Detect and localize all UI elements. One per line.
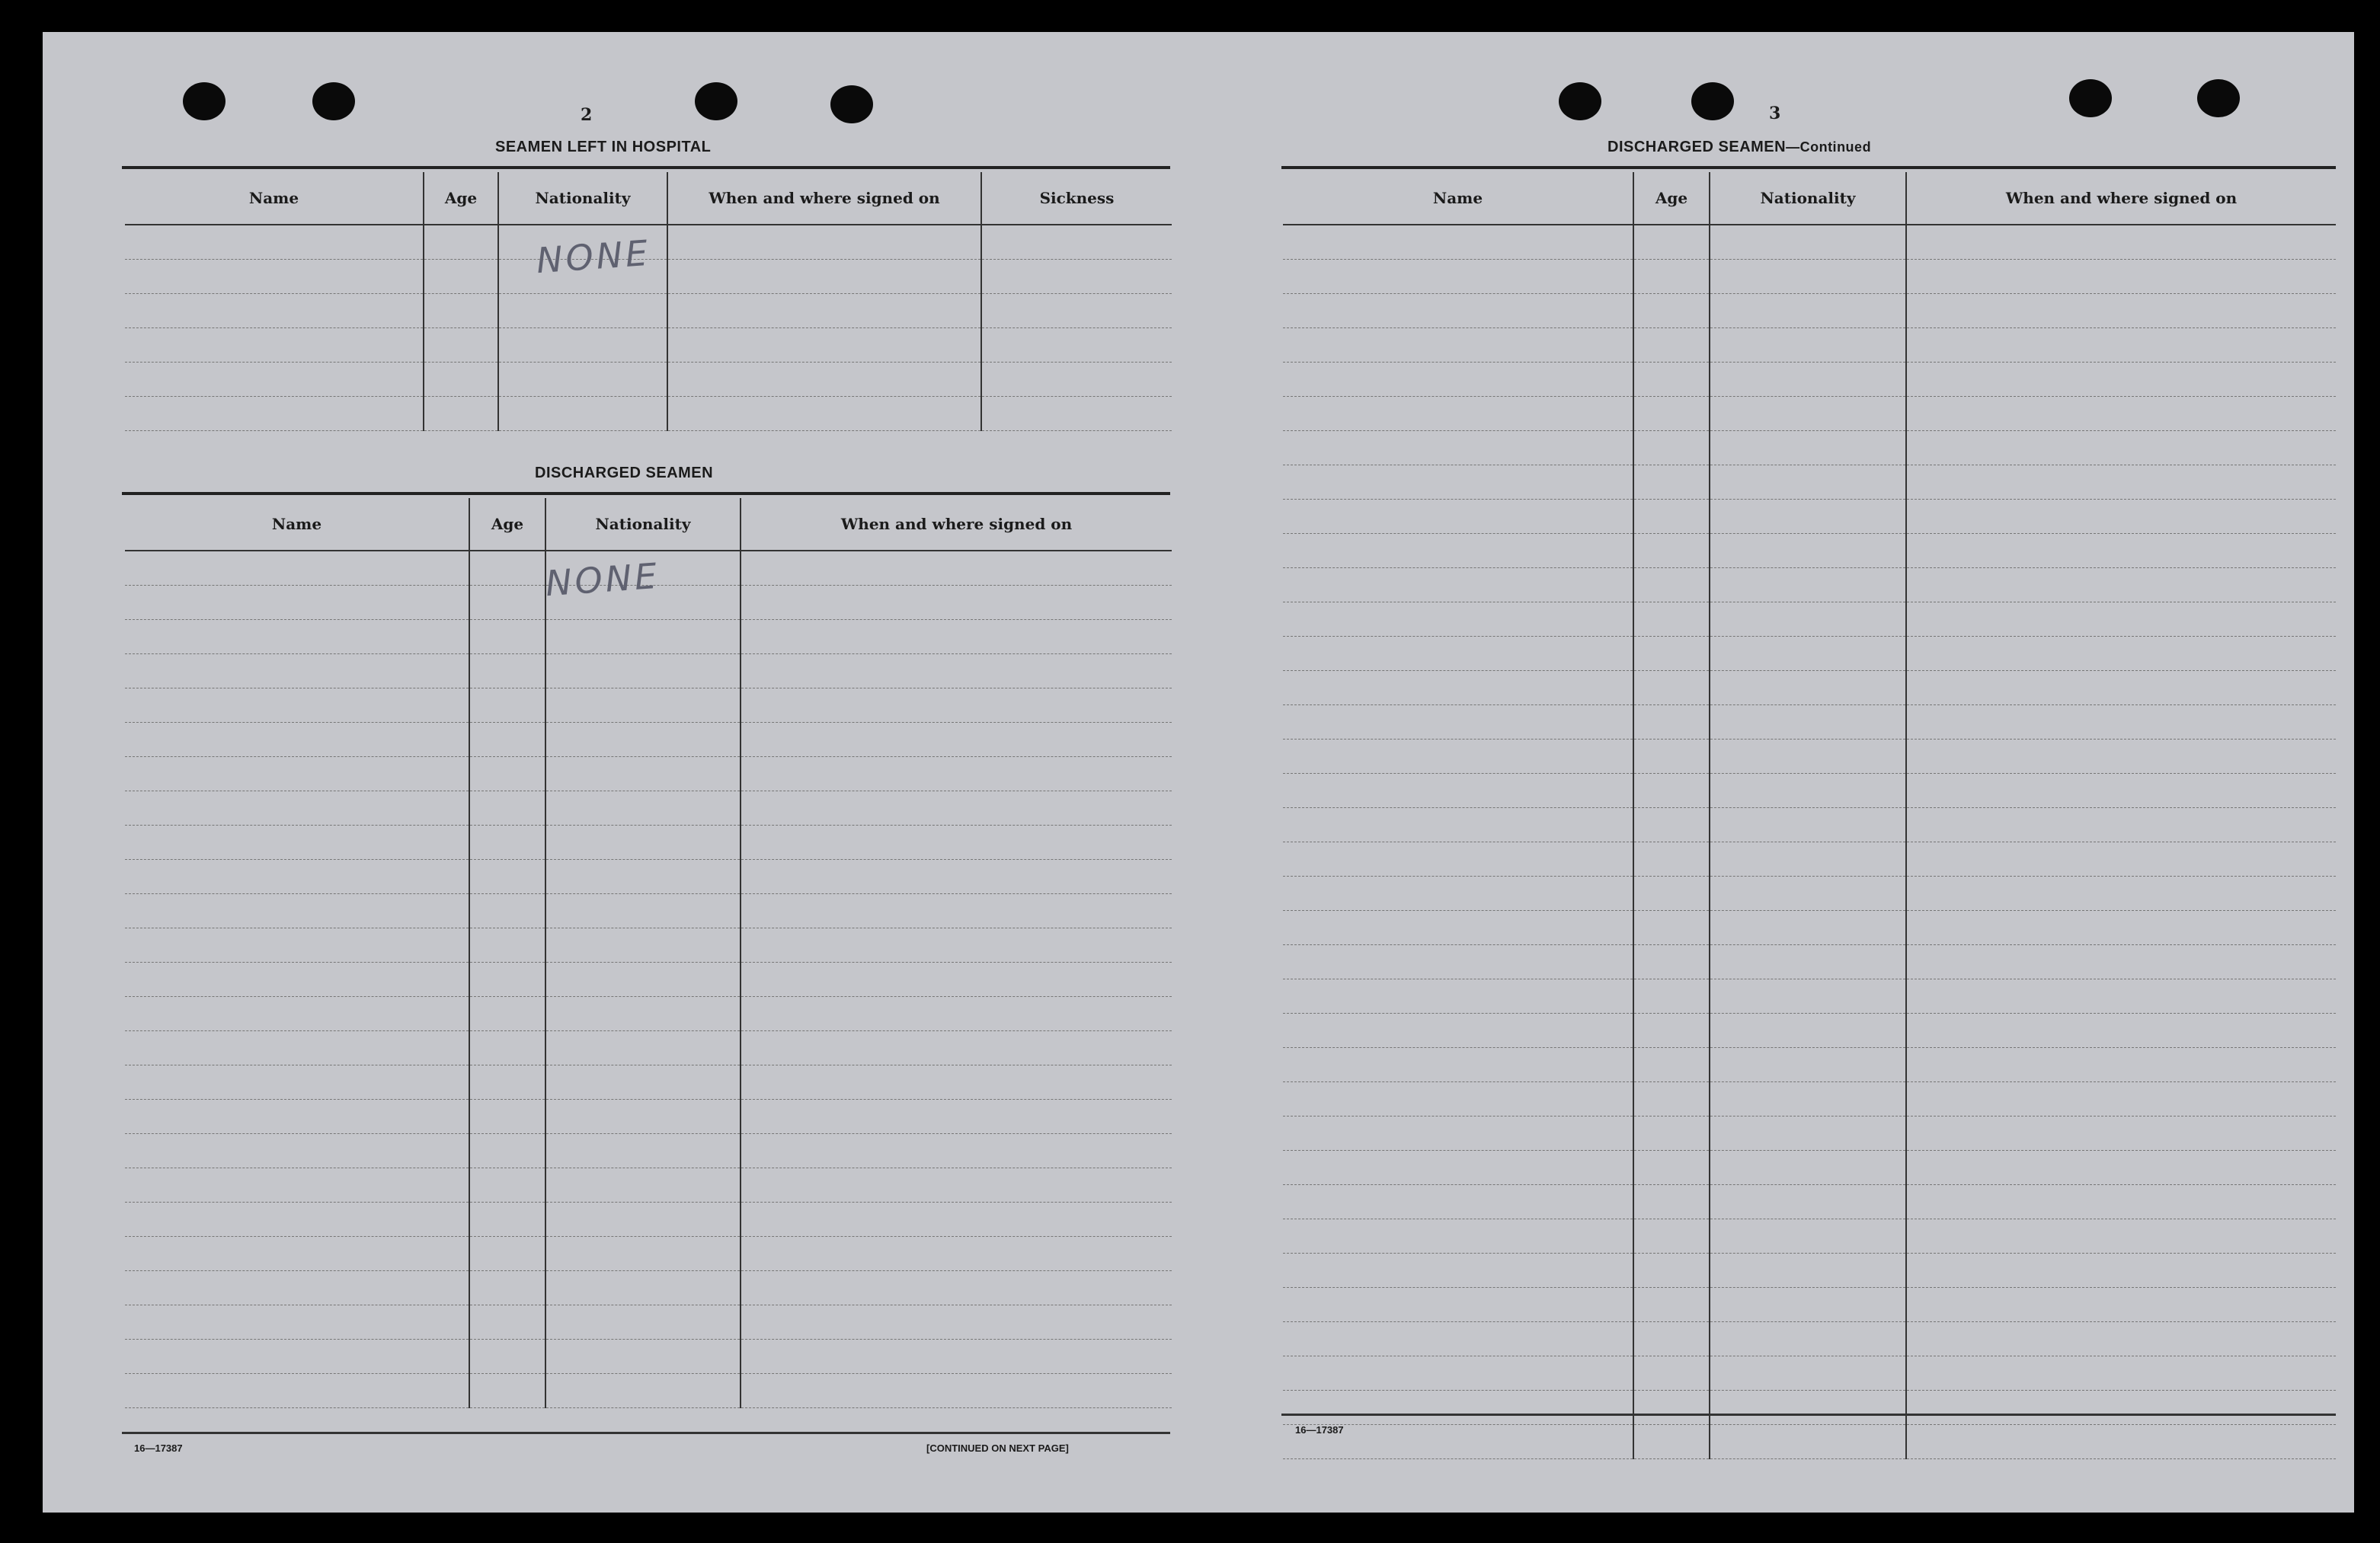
right-page [1201,32,2354,1513]
table-row [1283,294,2336,328]
heading-text: DISCHARGED SEAMEN [1607,139,1787,155]
table-row [1283,774,2336,808]
table-row [1283,808,2336,842]
column-header-name: Name [125,498,469,551]
table-row [125,1168,1172,1203]
discharged-top-rule [122,492,1170,495]
table-row [1283,705,2336,740]
right-top-rule [1281,166,2336,169]
column-header-nationality: Nationality [545,498,741,551]
discharged-continued-heading [1607,139,1871,156]
column-header-signed-on: When and where signed on [741,498,1172,551]
table-row [125,894,1172,928]
column-header-name: Name [125,172,424,225]
table-row [1283,1391,2336,1425]
table-row [1283,740,2336,774]
handwritten-entry: NONE [535,232,652,282]
column-header-nationality: Nationality [1710,172,1906,225]
table-row [125,723,1172,757]
table-row [125,1374,1172,1408]
table-row [125,620,1172,654]
hospital-heading: SEAMEN LEFT IN HOSPITAL [495,139,712,155]
table-row [125,1065,1172,1100]
table-row [1283,1048,2336,1082]
table-row [1283,1185,2336,1219]
left-page [43,32,1185,1513]
table-row [125,928,1172,963]
header-row [1283,172,2336,225]
table-row [125,1100,1172,1134]
table-row [1283,911,2336,945]
column-header-age: Age [424,172,498,225]
table-row [1283,431,2336,465]
table-row [1283,397,2336,431]
table-row [125,1237,1172,1271]
heading-suffix: —Continued [1786,139,1872,155]
table-row [1283,500,2336,534]
table-row [1283,945,2336,979]
table-row [125,1340,1172,1374]
table-row [125,294,1172,328]
page-number: 2 [581,105,593,125]
table-row [125,1271,1172,1305]
table-row [125,963,1172,997]
hospital-table [125,172,1172,431]
table-row [1283,534,2336,568]
table-row [1283,465,2336,500]
table-row [1283,1322,2336,1356]
table-row [1283,260,2336,294]
discharged-continued-table [1283,172,2336,1459]
hospital-top-rule [122,166,1170,169]
table-row [125,791,1172,826]
table-row [1283,637,2336,671]
table-row [1283,568,2336,602]
table-row [125,1305,1172,1340]
discharged-heading: DISCHARGED SEAMEN [535,465,714,481]
table-row [125,757,1172,791]
column-header-sickness: Sickness [981,172,1172,225]
table-row [1283,1117,2336,1151]
column-header-name: Name [1283,172,1633,225]
table-row [1283,1082,2336,1117]
header-row [125,172,1172,225]
form-sheet [43,32,2354,1513]
table-row [125,860,1172,894]
table-row [125,688,1172,723]
table-row [1283,225,2336,260]
column-header-signed-on: When and where signed on [1906,172,2336,225]
table-row [1283,1356,2336,1391]
table-row [125,997,1172,1031]
column-header-age: Age [1633,172,1710,225]
column-header-nationality: Nationality [498,172,667,225]
table-row [1283,1425,2336,1459]
table-row [1283,1151,2336,1185]
table-row [1283,842,2336,877]
bottom-rule [1281,1414,2336,1416]
table-row [125,826,1172,860]
discharged-table [125,498,1172,1408]
table-row [1283,1014,2336,1048]
table-row [1283,1219,2336,1254]
form-number: 16—17387 [134,1442,183,1454]
form-number: 16—17387 [1295,1424,1344,1436]
table-row [125,1031,1172,1065]
table-row [125,363,1172,397]
bottom-rule [122,1432,1170,1434]
table-row [1283,979,2336,1014]
table-row [1283,1288,2336,1322]
table-row [1283,328,2336,363]
page-number: 3 [1769,104,1781,123]
table-row [1283,877,2336,911]
continued-note: [CONTINUED ON NEXT PAGE] [926,1442,1069,1454]
column-header-age: Age [469,498,545,551]
table-row [125,1203,1172,1237]
column-header-signed-on: When and where signed on [667,172,981,225]
header-row [125,498,1172,551]
table-row [1283,602,2336,637]
table-row [125,1134,1172,1168]
table-row [1283,671,2336,705]
table-row [1283,1254,2336,1288]
handwritten-entry: NONE [544,554,661,605]
table-row [1283,363,2336,397]
table-row [125,397,1172,431]
table-row [125,654,1172,688]
table-row [125,328,1172,363]
